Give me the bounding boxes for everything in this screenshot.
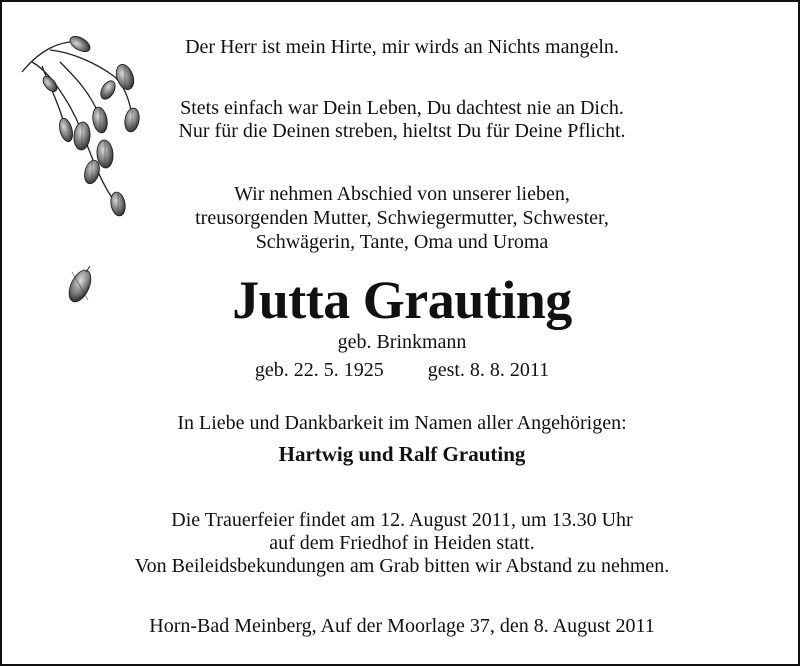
funeral-line-2: auf dem Friedhof in Heiden statt. <box>269 532 535 554</box>
mourners-names: Hartwig und Ralf Grauting <box>278 442 526 466</box>
farewell-line-3: Schwägerin, Tante, Oma und Uroma <box>255 231 549 253</box>
farewell-line-1: Wir nehmen Abschied von unserer lieben, <box>234 183 570 205</box>
funeral-line-3: Von Beileidsbekundungen am Grab bitten wir Abstand zu nehmen. <box>134 555 670 577</box>
bible-verse: Der Herr ist mein Hirte, mir wirds an Nichts mangeln. <box>185 36 619 58</box>
deceased-name: Jutta Grauting <box>232 270 572 330</box>
farewell-line-2: treusorgenden Mutter, Schwiegermutter, Schwester, <box>195 207 609 229</box>
funeral-line-1: Die Trauerfeier findet am 12. August 2011, um 13.30 Uhr <box>171 509 633 531</box>
poem-line-2: Nur für die Deinen streben, hieltst Du für Deine Pflicht. <box>178 120 626 142</box>
place-and-date: Horn-Bad Meinberg, Auf der Moorlage 37, den 8. August 2011 <box>149 615 655 637</box>
birth-date: geb. 22. 5. 1925 <box>254 359 384 381</box>
maiden-name: geb. Brinkmann <box>337 331 467 353</box>
death-date: gest. 8. 8. 2011 <box>427 359 550 381</box>
mourners-intro: In Liebe und Dankbarkeit im Namen aller Angehörigen: <box>177 412 627 434</box>
life-dates <box>2 358 800 382</box>
poem-line-1: Stets einfach war Dein Leben, Du dachtest nie an Dich. <box>180 97 624 119</box>
